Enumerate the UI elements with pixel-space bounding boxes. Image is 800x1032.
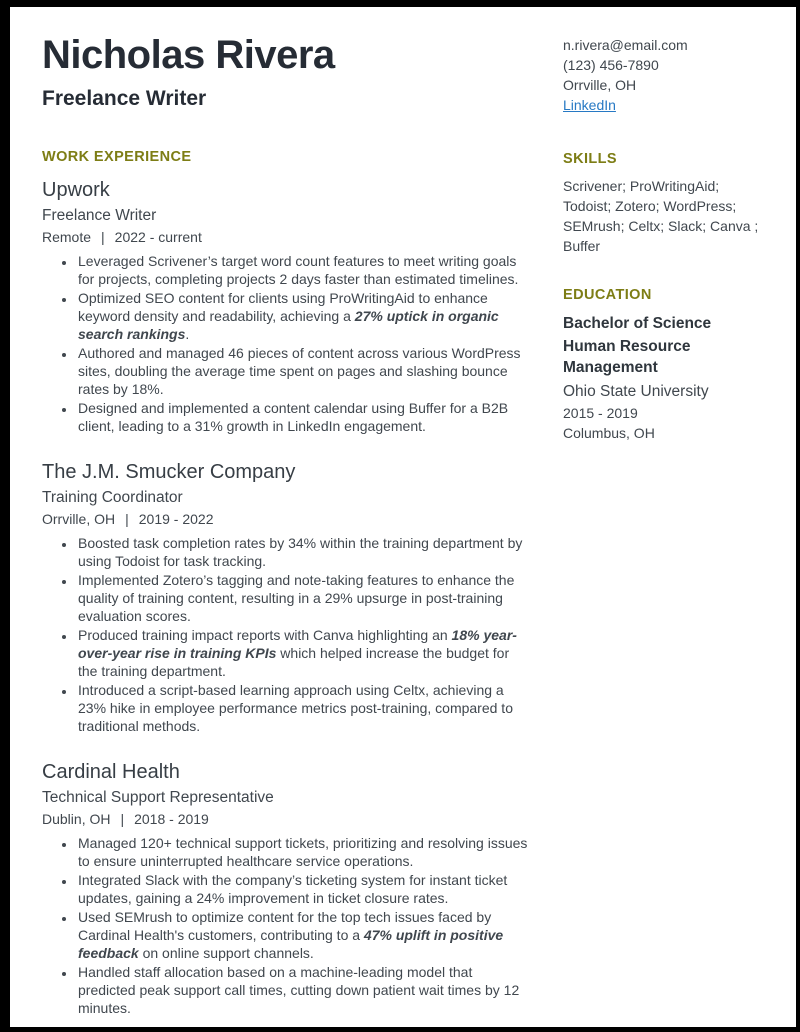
bullet-item bbox=[76, 399, 530, 435]
contact-location: Orrville, OH bbox=[563, 77, 637, 93]
bullet-text: Produced training impact reports with Canva highlighting an bbox=[78, 626, 452, 643]
person-title: Freelance Writer bbox=[42, 86, 207, 110]
bullet-text: Integrated Slack with the company’s ticketing system for instant ticket updates, gaining a 24% improvement in ticket closure rates. bbox=[78, 871, 508, 906]
bullet-item bbox=[76, 908, 530, 962]
education-school: Ohio State University bbox=[563, 383, 709, 400]
bullet-item bbox=[76, 871, 530, 907]
jobs-list bbox=[42, 179, 530, 1017]
bullet-item bbox=[76, 571, 530, 625]
work-experience-heading: WORK EXPERIENCE bbox=[42, 148, 192, 165]
contact-block bbox=[563, 33, 759, 115]
job-meta-line bbox=[42, 811, 530, 827]
job-dates: 2019 - 2022 bbox=[138, 510, 214, 527]
highlight-metric: 18% year-over-year rise in training KPIs bbox=[78, 626, 517, 661]
resume-content bbox=[10, 7, 796, 1032]
job-title: Freelance Writer bbox=[42, 206, 157, 224]
linkedin-link[interactable]: LinkedIn bbox=[563, 97, 616, 113]
bullet-item bbox=[76, 963, 530, 1017]
job-entry bbox=[42, 461, 530, 735]
job-meta-line bbox=[42, 229, 530, 245]
education-heading: EDUCATION bbox=[563, 287, 652, 303]
pipe-separator: | bbox=[125, 510, 129, 527]
bullet-item bbox=[76, 626, 530, 680]
side-column bbox=[563, 33, 759, 1018]
person-name: Nicholas Rivera bbox=[42, 33, 335, 77]
job-location: Orrville, OH bbox=[42, 510, 116, 527]
pipe-separator: | bbox=[120, 810, 125, 827]
job-entry bbox=[42, 761, 530, 1017]
job-bullet-list bbox=[42, 834, 530, 1017]
main-column bbox=[42, 33, 530, 1018]
bullet-text: Handled staff allocation based on a machine-leading model that predicted peak support call times, cutting down patient wait times by 12 minutes. bbox=[78, 963, 520, 1016]
job-company-name: Upwork bbox=[42, 178, 110, 201]
bullet-text: Implemented Zotero’s tagging and note-taking features to enhance the quality of training content, resulting in a 29% upsurge in post-training evaluation scores. bbox=[78, 571, 515, 624]
skills-list: Scrivener; ProWritingAid; Todoist; Zotero; WordPress; SEMrush; Celtx; Slack; Canva ; Buffer bbox=[563, 178, 759, 254]
highlight-metric: 27% uptick in organic search rankings bbox=[78, 307, 499, 342]
job-entry bbox=[42, 179, 530, 435]
bullet-text: Managed 120+ technical support tickets, prioritizing and resolving issues to ensure uninterrupted healthcare service operations. bbox=[78, 834, 528, 869]
bullet-text: Boosted task completion rates by 34% within the training department by using Todoist for task tracking. bbox=[78, 534, 523, 569]
bullet-text: Optimized SEO content for clients using ProWritingAid to enhance keyword density and readability, achieving a bbox=[78, 289, 488, 324]
job-location: Dublin, OH bbox=[42, 810, 111, 827]
job-title: Technical Support Representative bbox=[42, 788, 274, 806]
bullet-text: Designed and implemented a content calendar using Buffer for a B2B client, leading to a 31% growth in LinkedIn engagement. bbox=[78, 399, 509, 434]
job-company-name: The J.M. Smucker Company bbox=[42, 460, 296, 483]
bullet-item bbox=[76, 289, 530, 343]
bullet-text: Leveraged Scrivener’s target word count features to meet writing goals for projects, completing projects 2 days faster than estimated timelines. bbox=[78, 252, 519, 287]
education-degree: Bachelor of Science bbox=[563, 315, 712, 332]
contact-email: n.rivera@email.com bbox=[563, 37, 688, 53]
bullet-item bbox=[76, 534, 530, 570]
bullet-text: on online support channels. bbox=[138, 944, 314, 961]
skills-heading: SKILLS bbox=[563, 151, 617, 167]
bullet-item bbox=[76, 834, 530, 870]
bullet-item bbox=[76, 681, 530, 735]
bullet-text: Introduced a script-based learning approach using Celtx, achieving a 23% hike in employee performance metrics post-training, compared to traditional methods. bbox=[78, 681, 513, 734]
bullet-item bbox=[76, 344, 530, 398]
bullet-text: Used SEMrush to optimize content for the top tech issues faced by Cardinal Health's customers, contributing to a bbox=[78, 908, 492, 943]
bullet-text: . bbox=[185, 325, 190, 342]
education-field: Human Resource Management bbox=[563, 338, 691, 376]
highlight-metric: 47% uplift in positive feedback bbox=[78, 926, 504, 961]
bullet-text: which helped increase the budget for the training department. bbox=[78, 644, 510, 679]
education-dates: 2015 - 2019 bbox=[563, 405, 638, 421]
job-bullet-list bbox=[42, 534, 530, 735]
contact-phone: (123) 456-7890 bbox=[563, 57, 659, 73]
education-location: Columbus, OH bbox=[563, 425, 655, 441]
bullet-item bbox=[76, 252, 530, 288]
job-dates: 2018 - 2019 bbox=[134, 810, 209, 827]
bullet-text: Authored and managed 46 pieces of content across various WordPress sites, doubling the average time spent on pages and slashing bounce rates by 18%. bbox=[78, 344, 521, 397]
job-bullet-list bbox=[42, 252, 530, 435]
job-meta-line bbox=[42, 511, 530, 527]
job-company-name: Cardinal Health bbox=[42, 760, 180, 783]
job-title: Training Coordinator bbox=[42, 488, 183, 506]
pipe-separator: | bbox=[101, 228, 105, 245]
job-dates: 2022 - current bbox=[114, 228, 202, 245]
job-location: Remote bbox=[42, 228, 92, 245]
